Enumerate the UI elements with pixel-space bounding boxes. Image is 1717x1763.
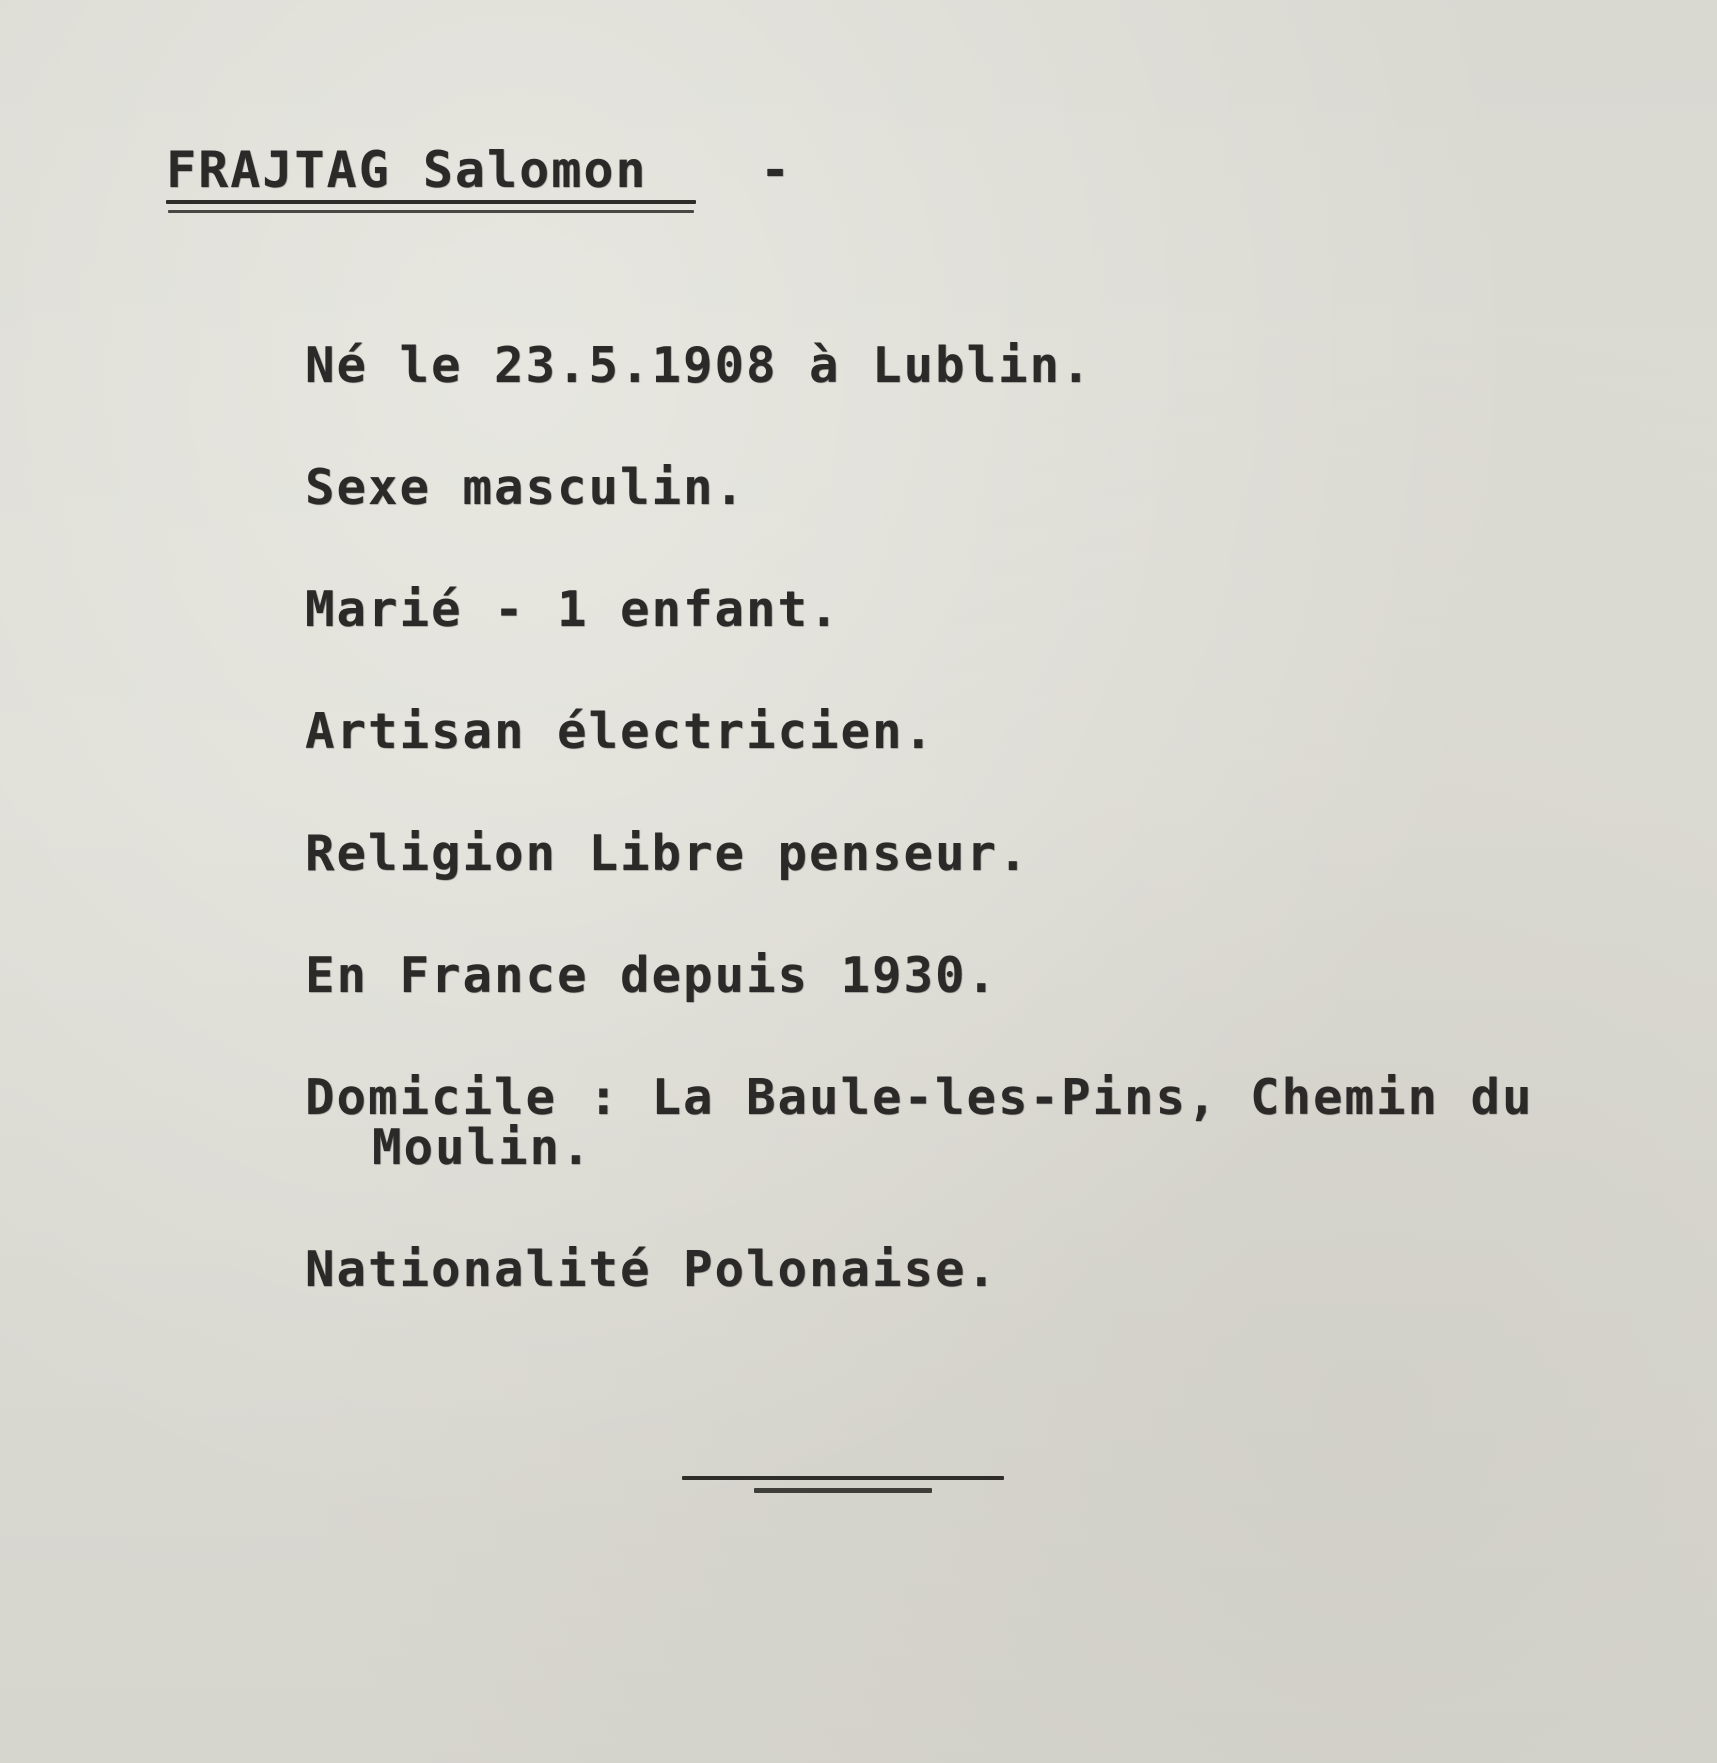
domicile-line: Domicile : La Baule-les-Pins, Chemin du [305, 1069, 1534, 1126]
sex-line: Sexe masculin. [305, 459, 747, 516]
domicile-line-continued: Moulin. [372, 1119, 593, 1176]
religion-line: Religion Libre penseur. [305, 825, 1030, 882]
end-rule [682, 1476, 1004, 1480]
nationality-line: Nationalité Polonaise. [305, 1241, 999, 1298]
title-dash: - [760, 141, 793, 199]
title-underline-second [168, 210, 694, 213]
arrival-line: En France depuis 1930. [305, 947, 999, 1004]
title-underline [166, 200, 696, 204]
document-title: FRAJTAG Salomon [166, 141, 648, 199]
occupation-line: Artisan électricien. [305, 703, 936, 760]
end-rule-short [754, 1488, 932, 1493]
marital-status-line: Marié - 1 enfant. [305, 581, 841, 638]
birth-line: Né le 23.5.1908 à Lublin. [305, 337, 1093, 394]
